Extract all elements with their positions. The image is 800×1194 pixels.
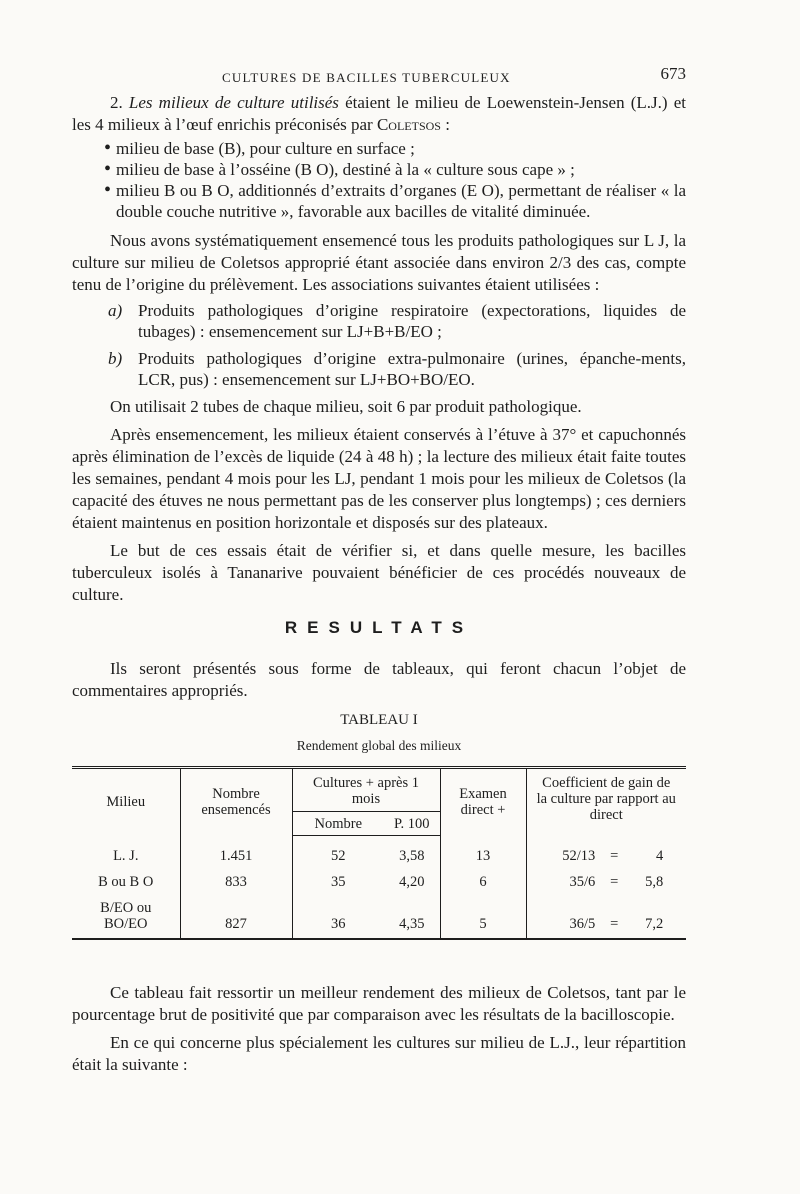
media-list-item: • milieu de base (B), pour culture en surface ; <box>72 138 686 159</box>
intro-end: : <box>445 115 450 134</box>
section-title: RESULTATS <box>284 618 474 637</box>
cell-examen: 6 <box>440 864 526 890</box>
results-paragraph: Ils seront présentés sous forme de tableaux, qui feront chacun l’objet de commentaires appropriés. <box>72 659 686 700</box>
col-header-cultures-nombre: Nombre <box>292 812 384 836</box>
tubes-paragraph: On utilisait 2 tubes de chaque milieu, soit 6 par produit pathologique. <box>110 397 582 416</box>
running-title: CULTURES DE BACILLES TUBERCULEUX <box>222 70 511 85</box>
intro-number: 2. <box>110 93 123 112</box>
media-list-item: • milieu de base à l’osséine (B O), destiné à la « culture sous cape » ; <box>72 159 686 180</box>
coef-value: 4 <box>656 847 664 864</box>
cell-coef <box>526 864 686 890</box>
page <box>72 62 686 1076</box>
results-table <box>72 766 686 940</box>
coef-ratio: 52/13 <box>562 847 596 864</box>
coef-ratio: 36/5 <box>569 916 596 932</box>
intro-text: étaient le milieu de Loewenstein-Jensen (L.J.) et les 4 milieux à l’œuf enrichis préconisés par <box>72 93 686 134</box>
cell-coef <box>526 836 686 865</box>
col-header-examen: Examen direct + <box>440 768 526 836</box>
col-header-cultures: Cultures + après 1 mois <box>292 768 440 812</box>
table-row <box>72 890 686 939</box>
coef-eq: = <box>610 916 619 932</box>
cell-nombre: 827 <box>180 890 292 939</box>
cell-examen: 5 <box>440 890 526 939</box>
col-header-milieu: Milieu <box>72 768 180 836</box>
association-text: Produits pathologiques d’origine extra-pulmonaire (urines, épanche-ments, LCR, pus) : ensemencement sur LJ+BO+BO/EO. <box>138 349 686 389</box>
association-item <box>72 348 686 390</box>
coef-eq: = <box>610 847 619 864</box>
intro-title: Les milieux de culture utilisés <box>128 93 339 112</box>
page-number: 673 <box>660 64 686 83</box>
col-header-cultures-pct: P. 100 <box>384 812 440 836</box>
cell-milieu: B ou B O <box>72 864 180 890</box>
comment-paragraph: Ce tableau fait ressortir un meilleur rendement des milieux de Coletsos, tant par le pourcentage brut de positivité que par comparaison avec les résultats de la bacilloscopie. <box>72 983 686 1024</box>
cell-milieu: B/EO ou BO/EO <box>72 890 180 939</box>
intro-author: Coletsos <box>376 115 441 134</box>
cell-cult-p: 4,20 <box>384 864 440 890</box>
media-list-item: • milieu B ou B O, additionnés d’extraits d’organes (E O), permettant de réaliser « la double couche nutritive », favorable aux bacilles de vitalité diminuée. <box>72 180 686 222</box>
cell-nombre: 833 <box>180 864 292 890</box>
cell-cult-n: 36 <box>292 890 384 939</box>
media-list <box>72 138 686 222</box>
associations-list <box>72 300 686 390</box>
cell-examen: 13 <box>440 836 526 865</box>
table-subcaption: Rendement global des milieux <box>296 738 462 753</box>
cell-coef <box>526 890 686 939</box>
coef-value: 7,2 <box>645 916 664 932</box>
goal-paragraph: Le but de ces essais était de vérifier si, et dans quelle mesure, les bacilles tuberculeux isolés à Tananarive pouvaient bénéficier de ces procédés nouveaux de culture. <box>72 541 686 604</box>
association-label: b) <box>108 349 123 368</box>
col-header-nombre: Nombre ensemencés <box>180 768 292 836</box>
cell-cult-n: 52 <box>331 848 346 864</box>
coef-eq: = <box>610 874 619 890</box>
association-item <box>72 300 686 342</box>
cell-cult-n: 35 <box>331 874 346 890</box>
cell-milieu: L. J. <box>72 836 180 865</box>
coef-ratio: 35/6 <box>569 874 596 890</box>
coef-value: 5,8 <box>645 874 664 890</box>
cell-nombre: 1.451 <box>180 836 292 865</box>
table-row <box>72 864 686 890</box>
association-label: a) <box>108 301 123 320</box>
lj-paragraph: En ce qui concerne plus spécialement les cultures sur milieu de L.J., leur répartition était la suivante : <box>72 1033 686 1074</box>
table-caption: TABLEAU I <box>340 712 418 728</box>
incubation-paragraph: Après ensemencement, les milieux étaient conservés à l’étuve à 37° et capuchonnés après élimination de l’excès de liquide (24 à 48 h) ; la lecture des milieux était faite toutes les semaines, pendant 4 mois pour les LJ, pendant 1 mois pour les milieux de Coletsos (la capacité des étuves ne nous permettant pas de les conserver plus longtemps) ; ces derniers étaient maintenus en position horizontale et disposés sur des plateaux. <box>72 425 686 532</box>
association-text: Produits pathologiques d’origine respiratoire (expectorations, liquides de tubages) : ensemencement sur LJ+B+B/EO ; <box>138 301 686 341</box>
cell-cult-p: 4,35 <box>384 890 440 939</box>
col-header-coef: Coefficient de gain de la culture par rapport au direct <box>536 775 676 824</box>
table-row <box>72 836 686 865</box>
running-header <box>72 62 686 92</box>
cell-cult-p: 3,58 <box>384 836 440 865</box>
seed-paragraph: Nous avons systématiquement ensemencé tous les produits pathologiques sur L J, la culture sur milieu de Coletsos approprié étant associée dans environ 2/3 des cas, compte tenu de l’origine du prélèvement. Les associations suivantes étaient utilisées : <box>72 231 686 294</box>
intro-paragraph <box>72 92 686 136</box>
